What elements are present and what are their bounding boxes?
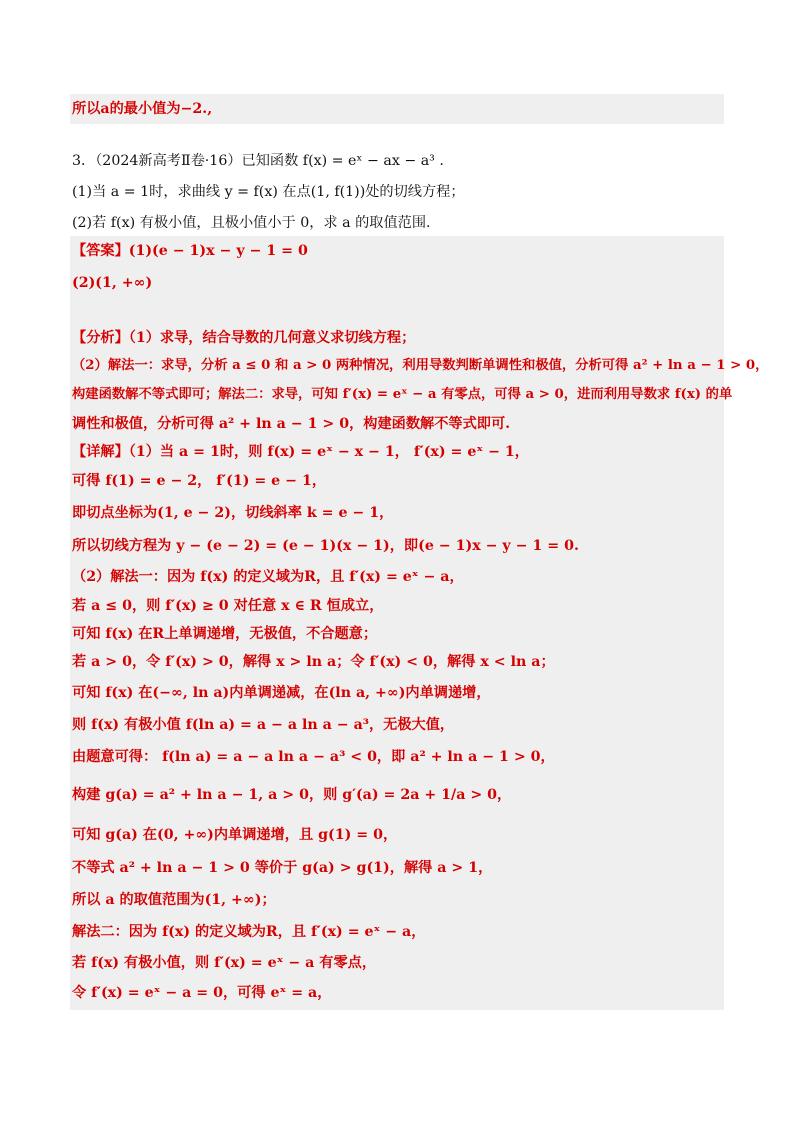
analysis-line: 构建函数解不等式即可；解法二：求导，可知 f′(x) = eˣ − a 有零点，可得 a > 0，进而利用导数求 f(x) 的单 — [72, 387, 733, 402]
detail-line: 可得 f(1) = e − 2， f′(1) = e − 1， — [72, 473, 327, 489]
detail-line: 不等式 a² + ln a − 1 > 0 等价于 g(a) > g(1)，解得 a > 1， — [72, 860, 493, 876]
detail-line: 解法二：因为 f(x) 的定义域为R，且 f′(x) = eˣ − a， — [72, 924, 426, 940]
detail-line: 所以切线方程为 y − (e − 2) = (e − 1)(x − 1)，即(e − 1)x − y − 1 = 0. — [72, 538, 579, 554]
detail-line: 若 f(x) 有极小值，则 f′(x) = eˣ − a 有零点， — [72, 955, 377, 971]
detail-line: 可知 f(x) 在(−∞, ln a)内单调递减，在(ln a, +∞)内单调递增， — [72, 685, 491, 701]
detail-line: 若 a ≤ 0，则 f′(x) ≥ 0 对任意 x ∈ R 恒成立， — [72, 598, 384, 614]
answer-line: 【答案】(1)(e − 1)x − y − 1 = 0 — [72, 243, 308, 259]
detail-line: 由题意可得： f(ln a) = a − a ln a − a³ < 0，即 a² + ln a − 1 > 0， — [72, 749, 555, 765]
question-part-1: (1)当 a = 1时，求曲线 y = f(x) 在点(1, f(1))处的切线方程； — [72, 184, 465, 200]
analysis-line: （2）解法一：求导，分析 a ≤ 0 和 a > 0 两种情况，利用导数判断单调性和极值，分析可得 a² + ln a − 1 > 0， — [72, 358, 769, 373]
answer-line: (2)(1, +∞) — [72, 275, 153, 291]
detail-line: 若 a > 0，令 f′(x) > 0，解得 x > ln a；令 f′(x) < 0，解得 x < ln a； — [72, 654, 555, 670]
detail-line: 构建 g(a) = a² + ln a − 1, a > 0，则 g′(a) = 2a + 1/a > 0， — [72, 787, 512, 803]
question-part-2: (2)若 f(x) 有极小值，且极小值小于 0，求 a 的取值范围. — [72, 215, 431, 231]
detail-line: 即切点坐标为(1, e − 2)，切线斜率 k = e − 1， — [72, 505, 394, 521]
detail-line: 所以 a 的取值范围为(1, +∞)； — [72, 892, 276, 908]
detail-line: 令 f′(x) = eˣ − a = 0，可得 eˣ = a， — [72, 985, 332, 1001]
question-stem: 3．（2024新高考Ⅱ卷·16）已知函数 f(x) = eˣ − ax − a³ . — [72, 153, 444, 169]
detail-line: 【详解】（1）当 a = 1时，则 f(x) = eˣ − x − 1， f′(x) = eˣ − 1， — [72, 444, 529, 460]
analysis-line: 调性和极值，分析可得 a² + ln a − 1 > 0，构建函数解不等式即可. — [72, 416, 511, 432]
analysis-line: 【分析】（1）求导，结合导数的几何意义求切线方程； — [72, 330, 416, 346]
detail-line: 可知 f(x) 在R上单调递增，无极值，不合题意； — [72, 626, 378, 642]
top-solution-line: 所以a的最小值为−2., — [72, 101, 213, 117]
detail-line: （2）解法一：因为 f(x) 的定义域为R，且 f′(x) = eˣ − a， — [72, 569, 464, 585]
detail-line: 可知 g(a) 在(0, +∞)内单调递增，且 g(1) = 0， — [72, 827, 398, 843]
detail-line: 则 f(x) 有极小值 f(ln a) = a − a ln a − a³，无极大值， — [72, 717, 455, 733]
